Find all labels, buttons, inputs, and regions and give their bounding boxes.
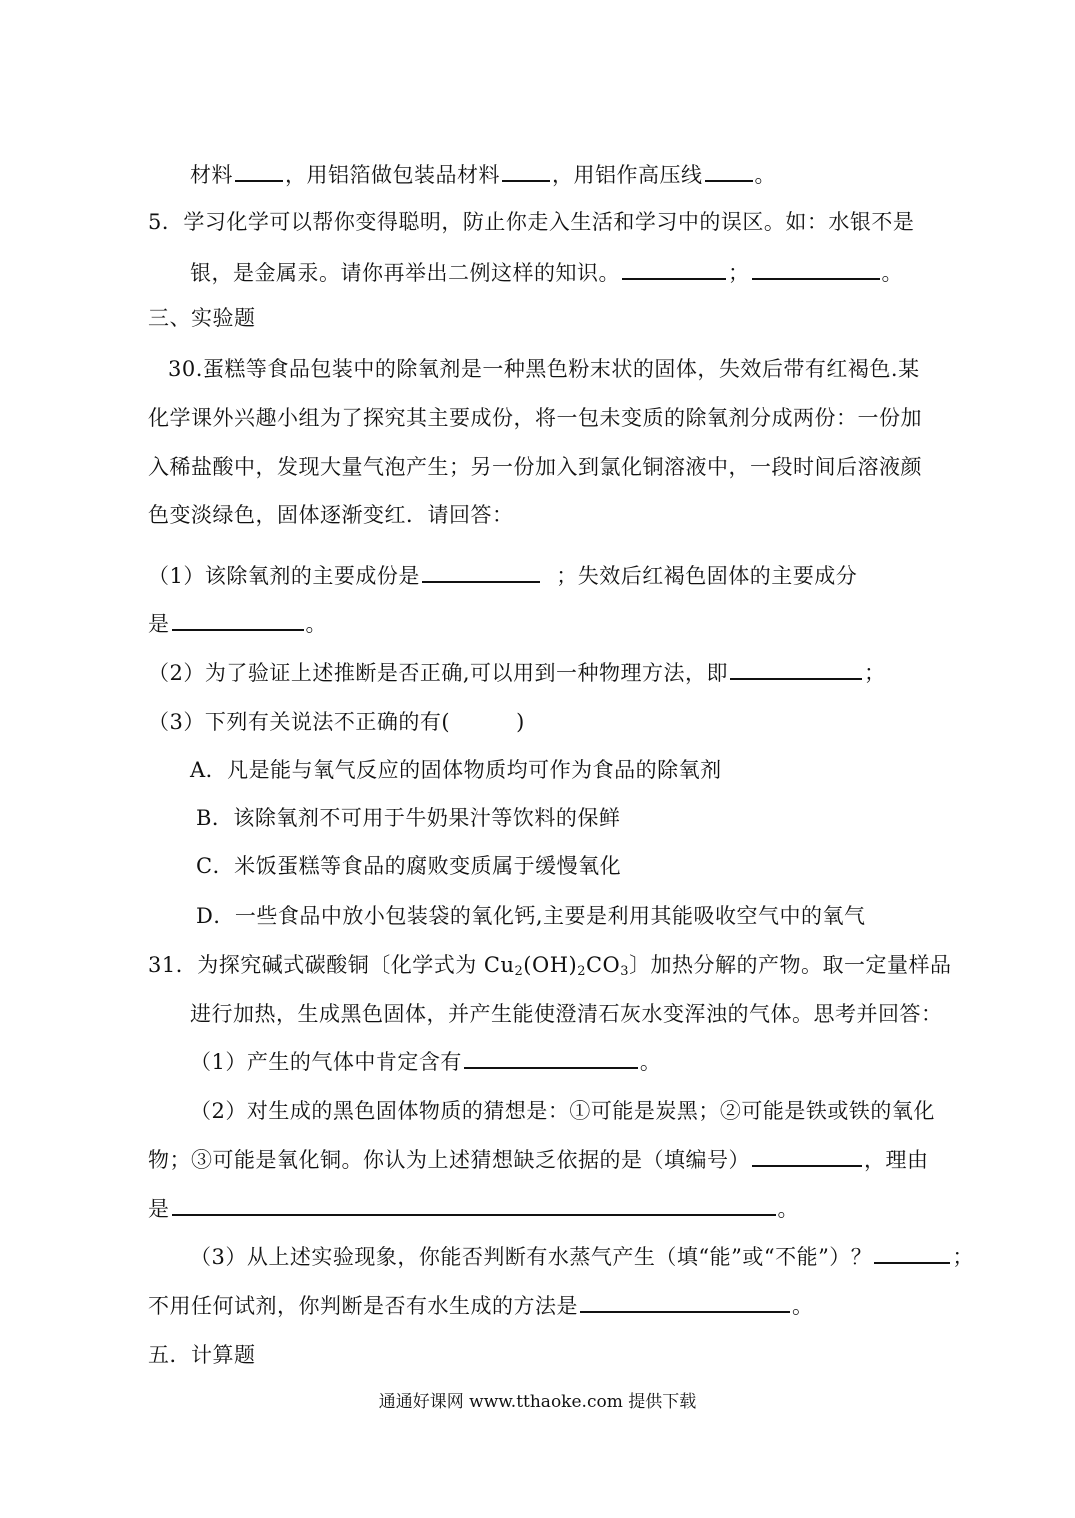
question-30-line1: 30.蛋糕等食品包装中的除氧剂是一种黑色粉末状的固体，失效后带有红褐色.某 [168,357,920,381]
question-5-cont: 银，是金属汞。请你再举出二例这样的知识。 ； 。 [190,258,903,288]
question-31-part2: （2）对生成的黑色固体物质的猜想是：①可能是炭黑；②可能是铁或铁的氧化 [190,1099,935,1123]
question-30-line3: 入稀盐酸中，发现大量气泡产生；另一份加入到氯化铜溶液中，一段时间后溶液颜 [148,455,922,479]
option-a: A．凡是能与氧气反应的固体物质均可作为食品的除氧剂 [190,758,722,782]
section-heading-experiment: 三、实验题 [148,306,256,330]
blank[interactable] [622,258,726,280]
question-30-part3: （3）下列有关说法不正确的有( ) [148,710,525,734]
question-31-line2: 进行加热，生成黑色固体，并产生能使澄清石灰水变浑浊的气体。思考并回答： [190,1002,943,1026]
question-5: 5．学习化学可以帮你变得聪明，防止你走入生活和学习中的误区。如：水银不是 [148,210,915,234]
option-b: B．该除氧剂不可用于牛奶果汁等饮料的保鲜 [196,806,621,830]
page-footer: 通通好课网 www.tthaoke.com 提供下载 [378,1392,697,1412]
blank[interactable] [502,160,550,182]
blank[interactable] [172,1194,776,1216]
question-31-part2-cont: 物；③可能是氧化铜。你认为上述猜想缺乏依据的是（填编号） ，理由 [148,1145,929,1175]
question-31-part1: （1）产生的气体中肯定含有 。 [190,1047,661,1077]
blank[interactable] [874,1242,950,1264]
section-heading-calculation: 五．计算题 [148,1343,256,1367]
option-c: C．米饭蛋糕等食品的腐败变质属于缓慢氧化 [196,854,622,878]
blank[interactable] [235,160,283,182]
blank[interactable] [172,609,304,631]
blank[interactable] [752,258,880,280]
question-31-part2-reason: 是 。 [148,1194,799,1224]
blank[interactable] [752,1145,862,1167]
line-materials: 材料 ，用铝箔做包装品材料 ，用铝作高压线 。 [190,160,776,190]
question-30-part1-cont: 是 。 [148,609,327,639]
blank[interactable] [580,1291,790,1313]
blank[interactable] [730,658,862,680]
question-30-line4: 色变淡绿色，固体逐渐变红．请回答： [148,503,514,527]
blank[interactable] [422,561,540,583]
blank[interactable] [464,1047,638,1069]
question-30-part1: （1）该除氧剂的主要成份是 ；失效后红褐色固体的主要成分 [148,561,857,591]
question-30-part2: （2）为了验证上述推断是否正确,可以用到一种物理方法，即 ； [148,658,886,688]
question-31-part3-cont: 不用任何试剂，你判断是否有水生成的方法是 。 [148,1291,814,1321]
question-31-part3: （3）从上述实验现象，你能否判断有水蒸气产生（填“能”或“不能”）？ ； [190,1242,974,1272]
question-31-line1: 31．为探究碱式碳酸铜〔化学式为 $Cu_2(OH)_2CO_3$〕加热分解的产物。取一定量样品 [148,953,952,979]
blank[interactable] [705,160,753,182]
option-d: D．一些食品中放小包装袋的氧化钙,主要是利用其能吸收空气中的氧气 [196,904,866,928]
question-30-line2: 化学课外兴趣小组为了探究其主要成份，将一包未变质的除氧剂分成两份：一份加 [148,406,922,430]
